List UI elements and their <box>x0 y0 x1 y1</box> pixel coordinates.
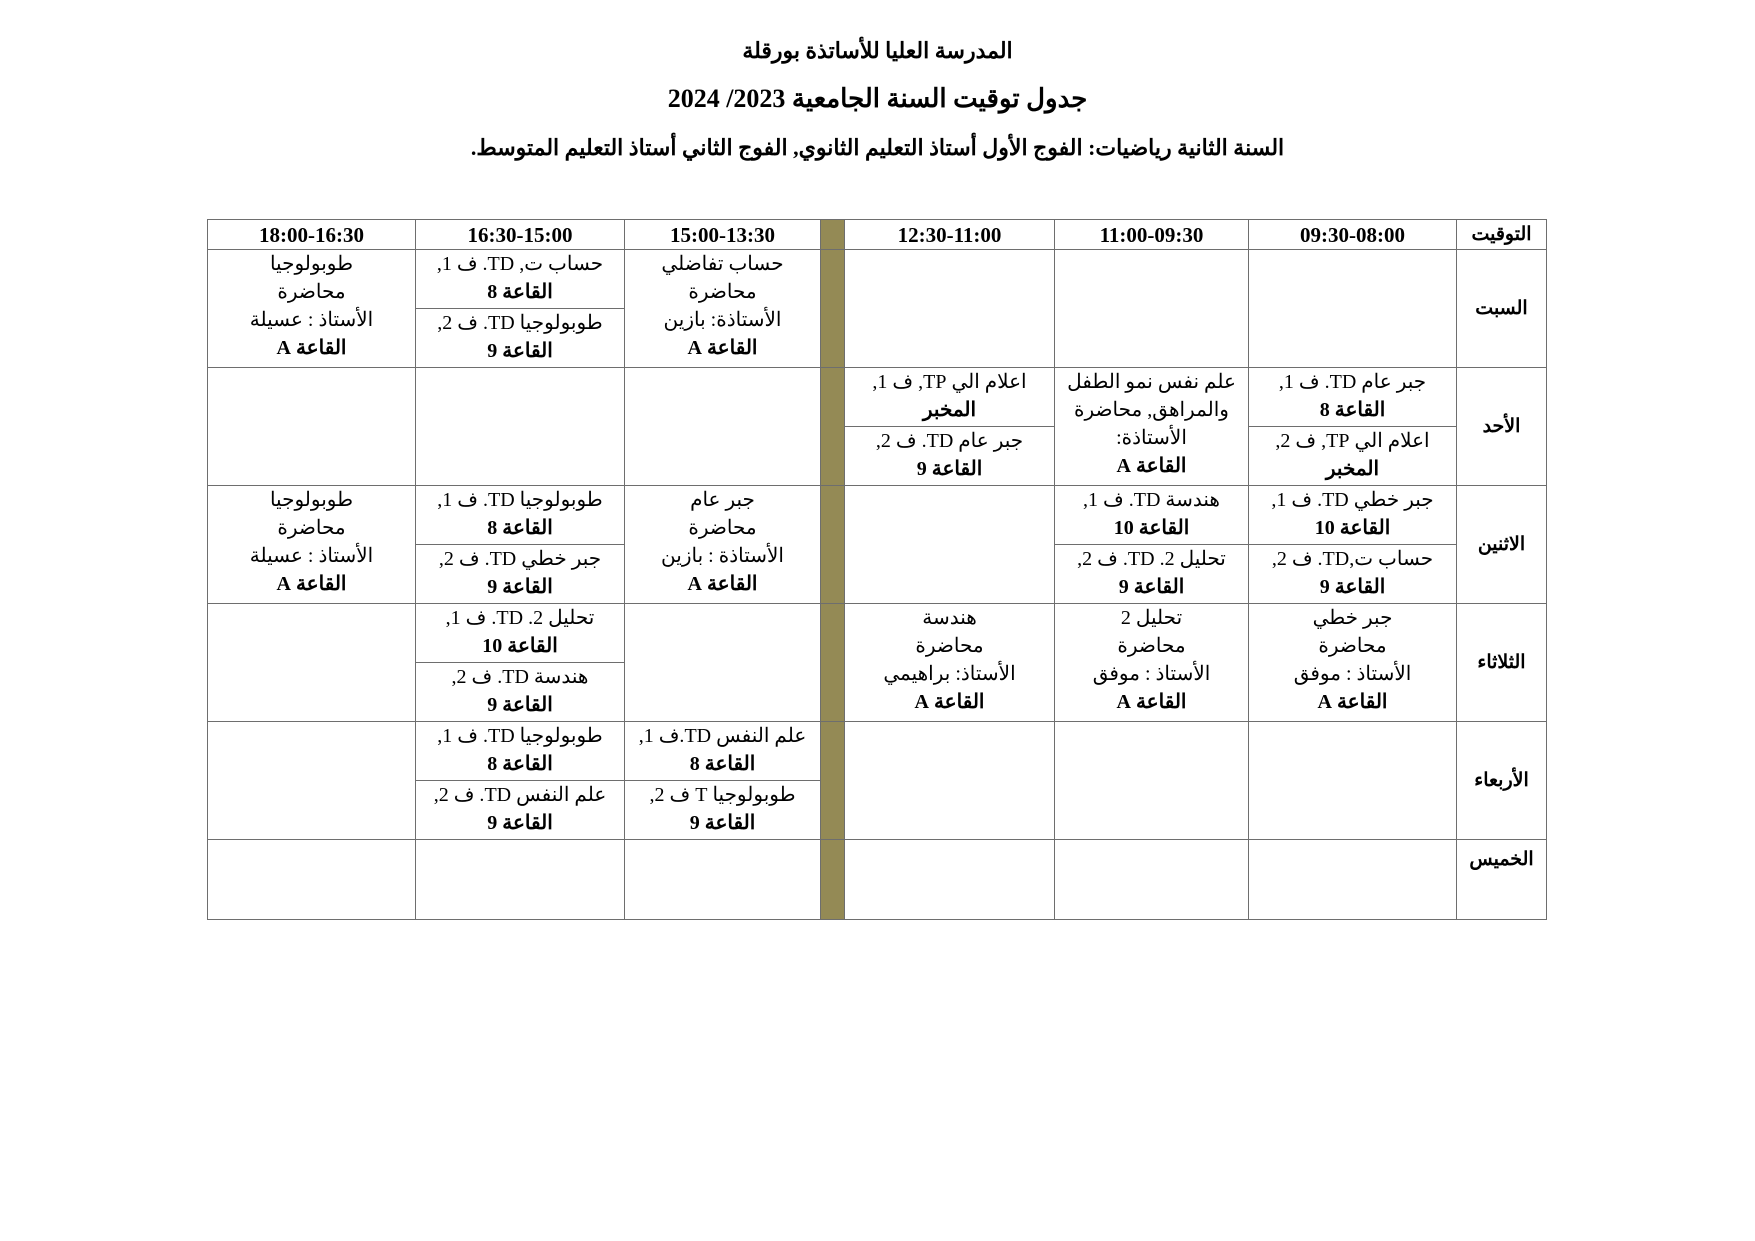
course-line: طوبولوجيا TD. ف 1, <box>437 489 603 511</box>
schedule-cell <box>416 250 625 368</box>
lunch-break-column <box>821 220 845 250</box>
course-entry <box>1055 486 1248 545</box>
day-name: الاثنين <box>1457 486 1547 604</box>
course-line: جبر خطي TD. ف 1, <box>1271 489 1434 511</box>
lunch-break-cell <box>821 840 845 920</box>
course-line: جبر عام <box>690 489 755 511</box>
course-line: حساب ت,TD. ف 2, <box>1271 548 1434 570</box>
course-entry <box>1249 427 1456 485</box>
day-name: الأربعاء <box>1457 722 1547 840</box>
course-line: جبر خطي <box>1312 607 1393 629</box>
schedule-cell <box>208 722 416 840</box>
schedule-cell <box>208 604 416 722</box>
course-entry <box>416 781 624 839</box>
schedule-cell <box>1249 368 1457 486</box>
room-label: القاعة A <box>276 337 347 359</box>
lunch-break-cell <box>821 368 845 486</box>
course-entry <box>1249 545 1456 603</box>
course-line: محاضرة <box>688 281 757 303</box>
course-entry <box>845 427 1054 485</box>
time-slot-header: 18:00-16:30 <box>208 220 416 250</box>
room-label: القاعة 8 <box>487 281 553 303</box>
course-line: هندسة TD. ف 2, <box>451 666 589 688</box>
course-entry <box>1055 368 1248 480</box>
room-label: القاعة A <box>1116 691 1187 713</box>
course-line: تحليل 2 <box>1120 607 1183 629</box>
schedule-cell <box>416 722 625 840</box>
room-label: القاعة 9 <box>487 694 553 716</box>
schedule-subtitle: السنة الثانية رياضيات: الفوج الأول أستاذ التعليم الثانوي, الفوج الثاني أستاذ التعليم المتوسط. <box>470 135 1285 160</box>
lunch-break-cell <box>821 722 845 840</box>
room-label: القاعة A <box>1116 455 1187 477</box>
timing-header: التوقيت <box>1457 220 1547 250</box>
time-slot-header: 11:00-09:30 <box>1055 220 1249 250</box>
course-line: طوبولوجيا <box>269 253 354 275</box>
room-label: القاعة 9 <box>689 812 756 834</box>
course-line: اعلام الي TP, ف 2, <box>1275 430 1430 452</box>
course-line: الأستاذ: براهيمي <box>883 663 1016 685</box>
schedule-cell <box>845 250 1055 368</box>
schedule-cell <box>416 486 625 604</box>
course-line: جبر عام TD. ف 2, <box>875 430 1024 452</box>
room-label: القاعة 8 <box>487 753 553 775</box>
course-entry <box>625 722 820 781</box>
schedule-cell <box>208 840 416 920</box>
schedule-cell <box>416 840 625 920</box>
schedule-cell <box>625 368 821 486</box>
course-entry <box>416 722 624 781</box>
course-line: هندسة <box>922 607 977 629</box>
course-entry <box>625 486 820 598</box>
room-label: القاعة A <box>276 573 347 595</box>
course-entry <box>625 781 820 839</box>
schedule-cell <box>625 722 821 840</box>
schedule-cell <box>1249 250 1457 368</box>
course-line: تحليل 2. TD. ف 1, <box>445 607 595 629</box>
course-line: الأستاذة : بازين <box>661 545 784 567</box>
schedule-cell <box>845 486 1055 604</box>
room-label: القاعة 10 <box>482 635 558 657</box>
course-line: تحليل 2. TD. ف 2, <box>1077 548 1226 570</box>
course-entry <box>416 486 624 545</box>
course-entry <box>208 250 415 362</box>
course-entry <box>1249 604 1456 716</box>
course-entry <box>625 250 820 362</box>
course-line: حساب تفاضلي <box>661 253 784 275</box>
schedule-cell <box>845 722 1055 840</box>
course-line: الأستاذ : عسيلة <box>249 545 374 567</box>
day-name: الأحد <box>1457 368 1547 486</box>
course-line: طوبولوجيا TD. ف 2, <box>437 312 603 334</box>
course-line: محاضرة <box>1318 635 1387 657</box>
time-slot-header: 15:00-13:30 <box>625 220 821 250</box>
course-line: اعلام الي TP, ف 1, <box>872 371 1027 393</box>
course-line: طوبولوجيا <box>269 489 354 511</box>
course-line: جبر عام TD. ف 1, <box>1278 371 1427 393</box>
schedule-cell <box>1055 486 1249 604</box>
room-label: القاعة A <box>1317 691 1388 713</box>
day-row <box>208 486 1547 604</box>
schedule-cell <box>1055 250 1249 368</box>
schedule-cell <box>1055 840 1249 920</box>
schedule-cell <box>1055 604 1249 722</box>
day-row <box>208 604 1547 722</box>
room-label: القاعة 9 <box>1319 576 1386 598</box>
course-entry <box>845 368 1054 427</box>
room-label: القاعة 9 <box>487 812 553 834</box>
room-label: القاعة 9 <box>1118 576 1185 598</box>
course-entry <box>416 250 624 309</box>
course-line: محاضرة <box>277 281 346 303</box>
course-entry <box>1249 486 1456 545</box>
course-line: والمراهق, محاضرة <box>1074 399 1229 421</box>
day-row <box>208 250 1547 368</box>
schedule-cell <box>208 250 416 368</box>
course-line: علم النفس TD.ف 1, <box>638 725 807 747</box>
course-entry <box>845 604 1054 716</box>
schedule-cell <box>845 840 1055 920</box>
schedule-cell <box>208 486 416 604</box>
schedule-cell <box>1055 368 1249 486</box>
room-label: القاعة 10 <box>1113 517 1190 539</box>
course-entry <box>416 604 624 663</box>
room-label: القاعة 8 <box>689 753 756 775</box>
room-label: القاعة 9 <box>487 576 553 598</box>
schedule-cell <box>845 604 1055 722</box>
schedule-cell <box>1249 840 1457 920</box>
schedule-cell <box>625 604 821 722</box>
room-label: القاعة A <box>914 691 985 713</box>
course-line: محاضرة <box>688 517 757 539</box>
schedule-cell <box>625 250 821 368</box>
schedule-cell <box>625 840 821 920</box>
course-entry <box>1055 604 1248 716</box>
course-entry <box>416 309 624 367</box>
lunch-break-cell <box>821 604 845 722</box>
day-name: الخميس <box>1457 840 1547 920</box>
course-line: علم نفس نمو الطفل <box>1067 371 1236 393</box>
room-label: القاعة 9 <box>487 340 553 362</box>
course-line: محاضرة <box>277 517 346 539</box>
course-line: جبر خطي TD. ف 2, <box>438 548 602 570</box>
room-label: القاعة 8 <box>1319 399 1386 421</box>
room-label: القاعة 8 <box>487 517 553 539</box>
schedule-cell <box>1249 486 1457 604</box>
schedule-title: جدول توقيت السنة الجامعية 2023/ 2024 <box>667 84 1088 113</box>
room-label: المخبر <box>922 399 977 421</box>
time-slot-header: 09:30-08:00 <box>1249 220 1457 250</box>
schedule-cell <box>1055 722 1249 840</box>
room-label: القاعة A <box>687 337 758 359</box>
room-label: القاعة 9 <box>916 458 983 480</box>
course-line: الأستاذة: <box>1116 427 1187 449</box>
course-entry <box>208 486 415 598</box>
course-line: الأستاذ : موفق <box>1092 663 1211 685</box>
course-entry <box>1055 545 1248 603</box>
course-entry <box>416 663 624 721</box>
schedule-cell <box>416 368 625 486</box>
room-label: المخبر <box>1325 458 1380 480</box>
time-slot-header: 16:30-15:00 <box>416 220 625 250</box>
course-line: الأستاذ : عسيلة <box>249 309 374 331</box>
course-line: محاضرة <box>915 635 984 657</box>
room-label: القاعة 10 <box>1314 517 1391 539</box>
schedule-cell <box>208 368 416 486</box>
schedule-cell <box>1249 604 1457 722</box>
lunch-break-cell <box>821 486 845 604</box>
schedule-cell <box>625 486 821 604</box>
time-slot-header: 12:30-11:00 <box>845 220 1055 250</box>
room-label: القاعة A <box>687 573 758 595</box>
day-row <box>208 368 1547 486</box>
header-row <box>208 220 1547 250</box>
day-row <box>208 840 1547 920</box>
school-name: المدرسة العليا للأساتذة بورقلة <box>742 38 1013 63</box>
course-line: الأستاذة: بازين <box>663 309 782 331</box>
course-line: طوبولوجيا TD. ف 1, <box>437 725 603 747</box>
lunch-break-cell <box>821 250 845 368</box>
schedule-cell <box>416 604 625 722</box>
day-name: السبت <box>1457 250 1547 368</box>
course-line: علم النفس TD. ف 2, <box>433 784 607 806</box>
course-line: حساب ت, TD. ف 1, <box>436 253 604 275</box>
day-row <box>208 722 1547 840</box>
timetable <box>207 219 1547 920</box>
course-line: محاضرة <box>1117 635 1186 657</box>
schedule-cell <box>845 368 1055 486</box>
day-name: الثلاثاء <box>1457 604 1547 722</box>
course-line: الأستاذ : موفق <box>1293 663 1412 685</box>
course-line: طوبولوجيا T ف 2, <box>649 784 796 806</box>
course-entry <box>1249 368 1456 427</box>
course-line: هندسة TD. ف 1, <box>1083 489 1220 511</box>
schedule-cell <box>1249 722 1457 840</box>
course-entry <box>416 545 624 603</box>
